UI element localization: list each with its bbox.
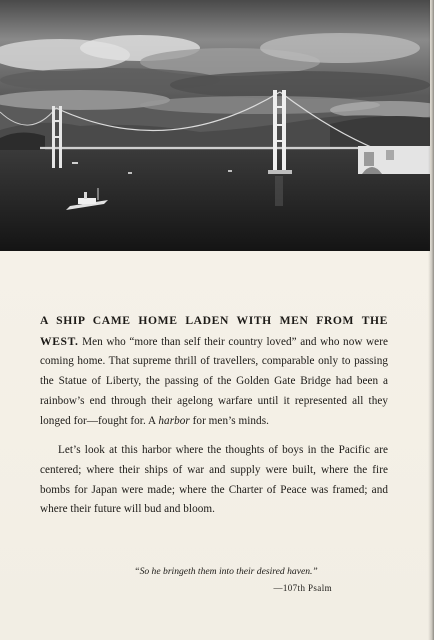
golden-gate-bridge-photo <box>0 0 430 251</box>
paragraph-2: Let’s look at this harbor where the thoughts of boys in the Pacific are centered; where their ships of war and supply were built, where the fire bombs for Japan were made; where the Charter of Peace was framed; and where their future will bud and bloom. <box>40 444 388 516</box>
paragraph-1-text-a: Men who “more than self their country loved” and who now were coming home. That supreme thrill of travellers, comparable only to passing the Statue of Liberty, the passing of the Golden Gate Bridge had been a rainbow’s end through their agelong warfare until it represented all they longed for—fought for. A <box>40 335 388 427</box>
page-edge-shadow <box>428 0 434 640</box>
epigraph <box>40 566 388 593</box>
paragraph-1-text-b: for men’s minds. <box>189 414 269 427</box>
article-body <box>40 311 388 520</box>
epigraph-source: —107th Psalm <box>273 583 332 593</box>
lead-in-caps: A SHIP CAME HOME LADEN WITH MEN FROM THE WEST. <box>40 314 388 348</box>
paragraph-1 <box>40 311 388 431</box>
harbor-emphasis: harbor <box>158 414 190 427</box>
epigraph-quote: “So he bringeth them into their desired haven.” <box>134 566 318 577</box>
